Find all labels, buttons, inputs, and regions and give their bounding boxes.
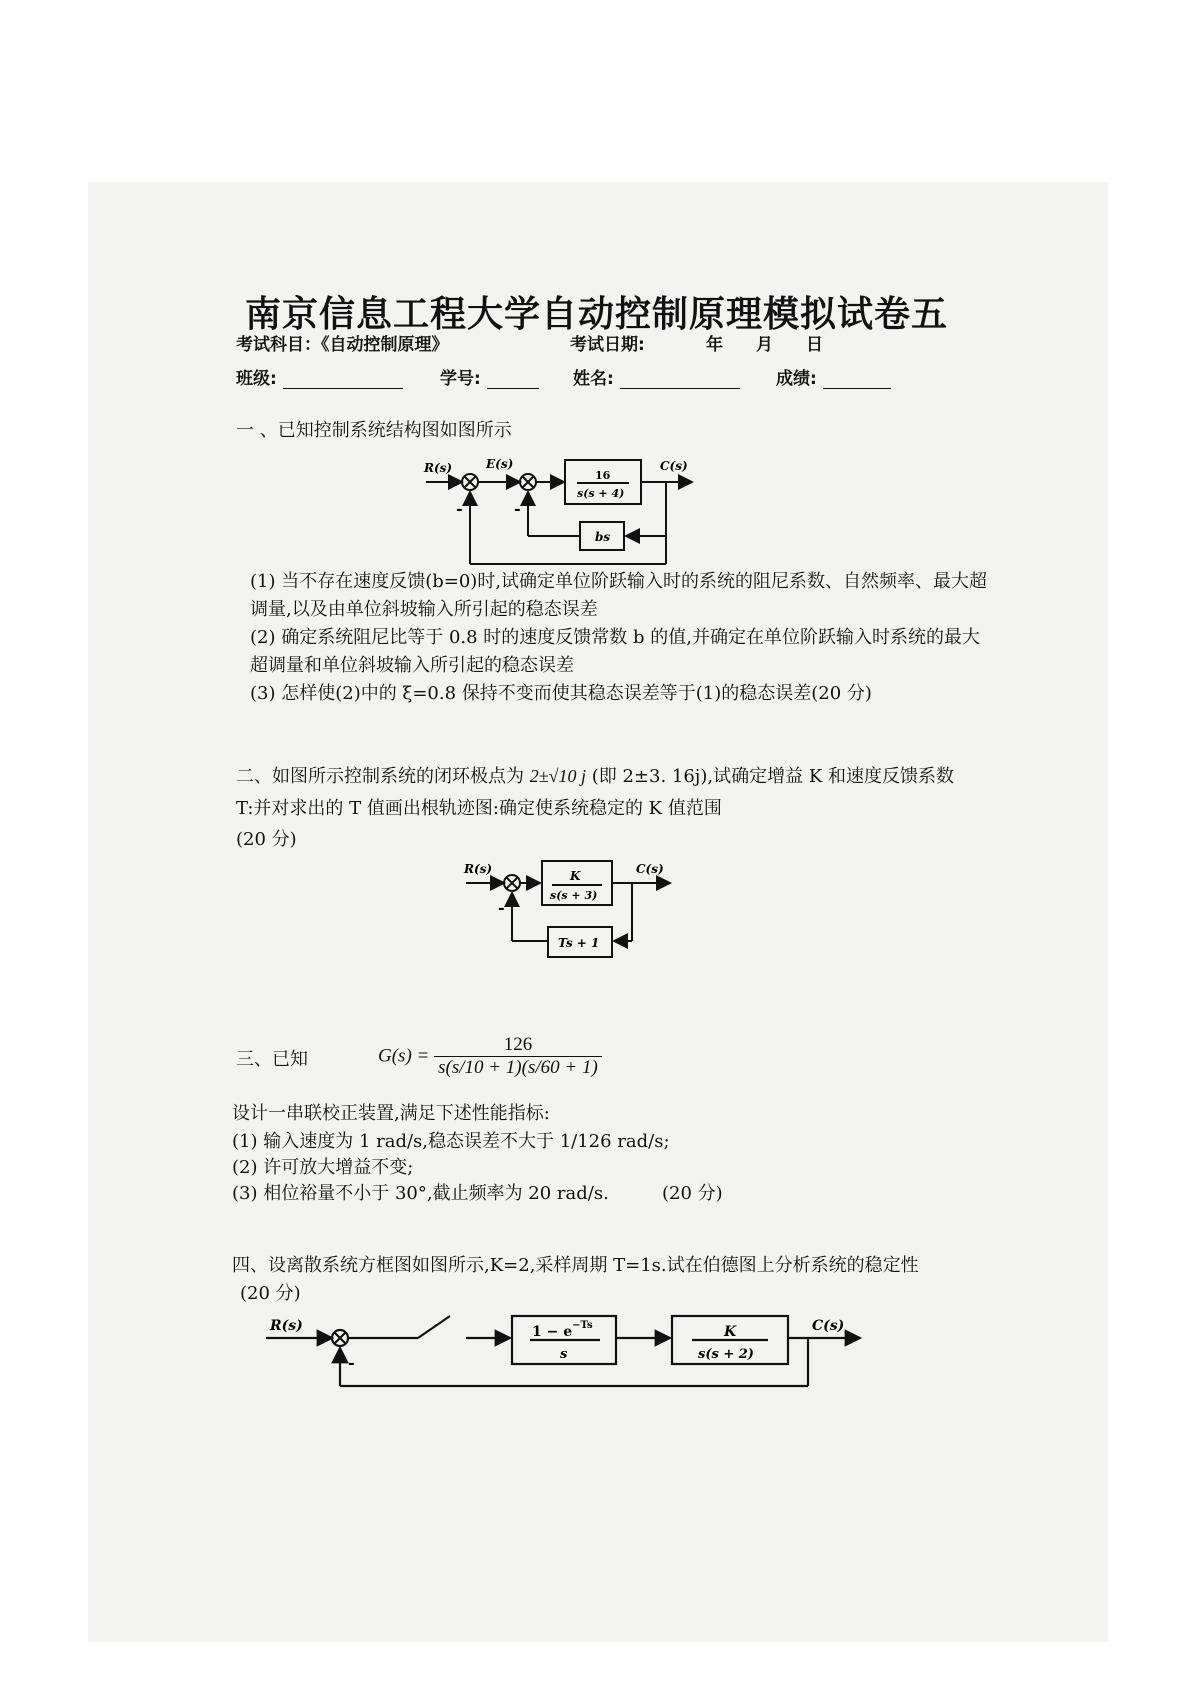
date-year: 年: [706, 335, 723, 355]
id-blank[interactable]: [487, 370, 539, 389]
score-label: 成绩:: [776, 369, 817, 389]
q4-minus: -: [348, 1353, 355, 1372]
subject-label: 考试科目：《自动控制原理》: [236, 335, 449, 355]
q2-text-a: 二、如图所示控制系统的闭环极点为: [236, 766, 524, 787]
q4-zoh-numerator: [532, 1320, 593, 1340]
q4-text: [232, 1252, 932, 1308]
q3-intro: 设计一串联校正装置,满足下述性能指标:: [232, 1103, 550, 1124]
q3-points: (20 分): [662, 1183, 723, 1204]
q3-fraction: [434, 1034, 602, 1079]
score-blank[interactable]: [823, 370, 891, 389]
q1-minus-outer: -: [456, 499, 463, 518]
q2-points: (20 分): [236, 829, 297, 850]
q4-zoh-num-base: 1 − e: [532, 1324, 573, 1340]
q4-g-denominator: s(s + 2): [698, 1347, 754, 1362]
class-label: 班级:: [236, 369, 277, 389]
q4-zoh-denominator: s: [560, 1347, 568, 1362]
q1-minus-inner: -: [514, 499, 521, 518]
q4-zoh-exponent: −Ts: [572, 1320, 593, 1331]
q3-transfer-function: [378, 1034, 602, 1079]
date-day: 日: [806, 335, 823, 355]
name-label: 姓名:: [573, 369, 614, 389]
class-blank[interactable]: [283, 370, 403, 389]
q2-text: [236, 760, 956, 825]
q2-text-b: (即 2±3. 16j),试确定增益 K 和速度反馈系数 T:并对求出的 T 值画出根轨迹图:确定使系统稳定的 K 值范围: [236, 766, 955, 819]
q3-g-lhs: G(s) =: [378, 1045, 430, 1067]
q3-cond1: (1) 输入速度为 1 rad/s,稳态误差不大于 1/126 rad/s;: [232, 1131, 670, 1152]
q1-error-label: E(s): [486, 457, 514, 471]
q2-g-numerator: K: [570, 869, 581, 883]
name-field: [573, 364, 740, 389]
q4-g-numerator: K: [724, 1324, 737, 1340]
q2-poles: 2±√10 j: [529, 766, 586, 786]
id-field: [440, 364, 539, 389]
q1-part2: (2) 确定系统阻尼比等于 0.8 时的速度反馈常数 b 的值,并确定在单位阶跃输入时系统的最大超调量和单位斜坡输入所引起的稳态误差: [250, 627, 980, 676]
q1-part3: (3) 怎样使(2)中的 ξ=0.8 保持不变而使其稳态误差等于(1)的稳态误差(20 分): [250, 683, 872, 704]
q4-input-label: R(s): [270, 1318, 303, 1334]
q2-block-diagram: [460, 855, 680, 965]
q2-g-denominator: s(s + 3): [550, 889, 598, 902]
q1-part1: (1) 当不存在速度反馈(b=0)时,试确定单位阶跃输入时的系统的阻尼系数、自然频率、最大超调量,以及由单位斜坡输入所引起的稳态误差: [250, 571, 988, 620]
q2-minus: -: [498, 898, 505, 917]
q1-output-label: C(s): [660, 459, 688, 473]
q3-g-numerator: 126: [434, 1034, 602, 1057]
q1-feedback-bs: bs: [595, 530, 611, 544]
exam-title: 南京信息工程大学自动控制原理模拟试卷五: [245, 294, 949, 335]
q1-g-numerator: 16: [595, 469, 611, 482]
q2-output-label: C(s): [636, 862, 664, 876]
q1-input-label: R(s): [424, 461, 453, 475]
q1-block-diagram: [420, 452, 700, 570]
date-month: 月: [756, 335, 773, 355]
q4-output-label: C(s): [812, 1318, 845, 1334]
q2-input-label: R(s): [464, 862, 493, 876]
q4-points: (20 分): [240, 1283, 301, 1304]
name-blank[interactable]: [620, 370, 740, 389]
q1-g-denominator: s(s + 4): [577, 487, 625, 500]
q4-text-main: 四、设离散系统方框图如图所示,K=2,采样周期 T=1s.试在伯德图上分析系统的稳定性: [232, 1255, 919, 1276]
class-field: [236, 364, 403, 389]
q3-label: 三、已知: [236, 1049, 308, 1070]
q2-feedback: Ts + 1: [558, 936, 600, 950]
q3-g-denominator: s(s/10 + 1)(s/60 + 1): [438, 1057, 598, 1078]
q3-cond3: (3) 相位裕量不小于 30°,截止频率为 20 rad/s.: [232, 1183, 609, 1204]
q1-intro: 一 、已知控制系统结构图如图所示: [236, 420, 512, 441]
q3-cond2: (2) 许可放大增益不变;: [232, 1157, 414, 1178]
score-field: [776, 364, 891, 389]
q4-block-diagram: [260, 1308, 870, 1398]
id-label: 学号:: [440, 369, 481, 389]
date-label: 考试日期:: [570, 335, 645, 355]
